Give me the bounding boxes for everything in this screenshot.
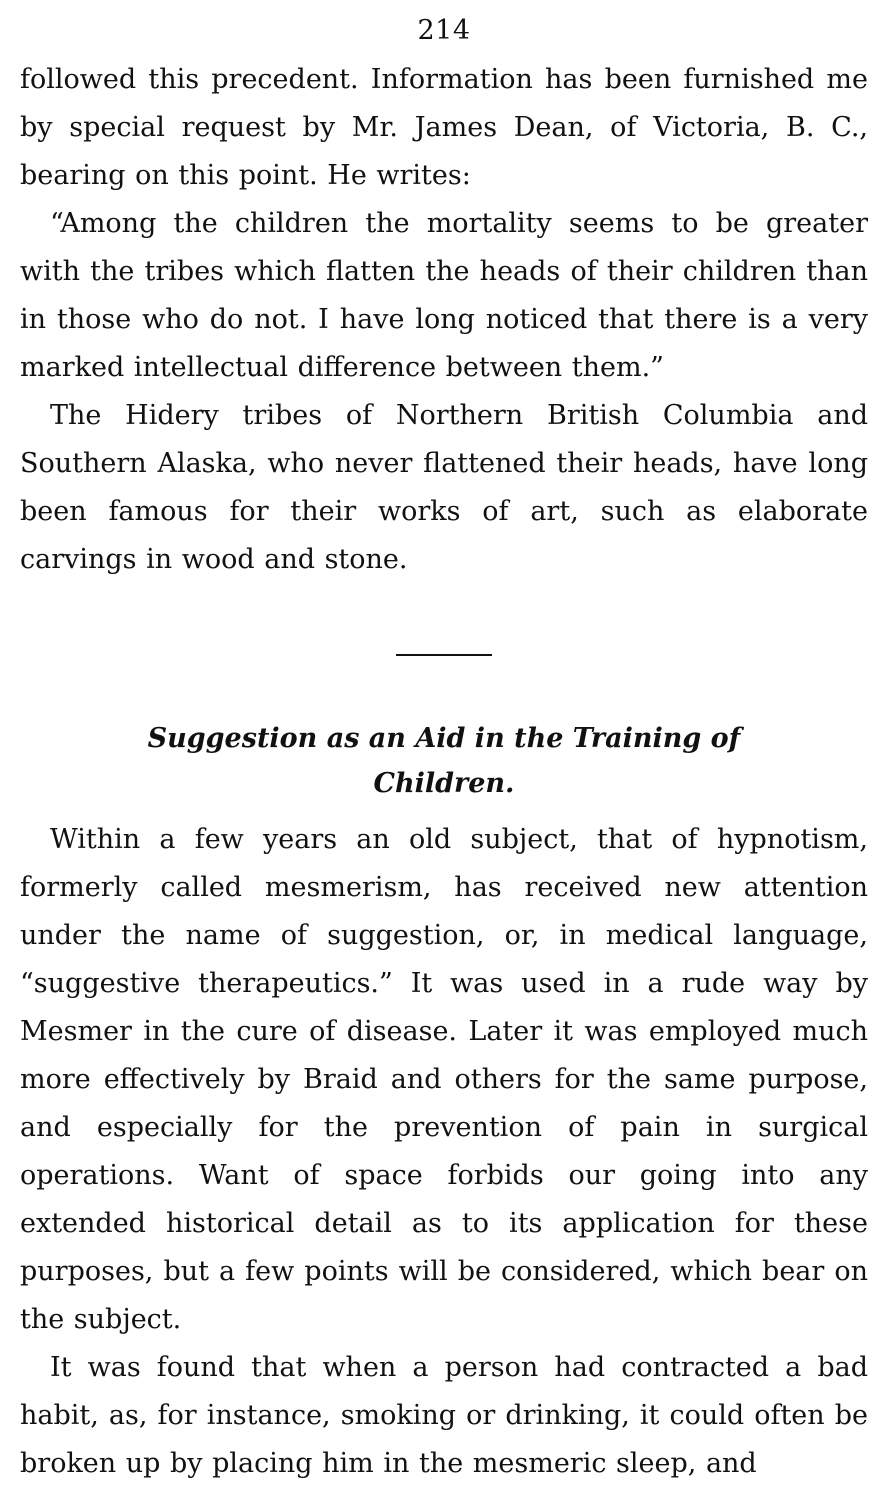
book-page <box>20 12 868 1488</box>
paragraph-hypnotism: Within a few years an old subject, that of hypnotism, formerly called mesmerism, has received new attention under the name of suggestion, or, in medical language, “suggestive therapeutics.” It was used in a rude way by Mesmer in the cure of disease. Later it was employed much more effectively by Braid and others for the same purpose, and especially for the prevention of pain in surgical operations. Want of space forbids our going into any extended historical detail as to its application for these purposes, but a few points will be considered, which bear on the subject. <box>20 824 868 1335</box>
page-number: 214 <box>417 15 471 46</box>
section-heading: Suggestion as an Aid in the Training of Children. <box>147 723 741 799</box>
paragraph-bad-habit: It was found that when a person had contracted a bad habit, as, for instance, smoking or drinking, it could often be broken up by placing him in the mesmeric sleep, and <box>20 1352 868 1479</box>
paragraph-quotation: “Among the children the mortality seems to be greater with the tribes which flatten the heads of their children than in those who do not. I have long noticed that there is a very marked intellectual difference between them.” <box>20 208 868 383</box>
paragraph-hidery-tribes: The Hidery tribes of Northern British Columbia and Southern Alaska, who never flattened their heads, have long been famous for their works of art, such as elaborate carvings in wood and stone. <box>20 400 868 575</box>
section-divider <box>396 654 492 656</box>
paragraph-continuation: followed this precedent. Information has been furnished me by special request by Mr. James Dean, of Victoria, B. C., bearing on this point. He writes: <box>20 64 868 191</box>
